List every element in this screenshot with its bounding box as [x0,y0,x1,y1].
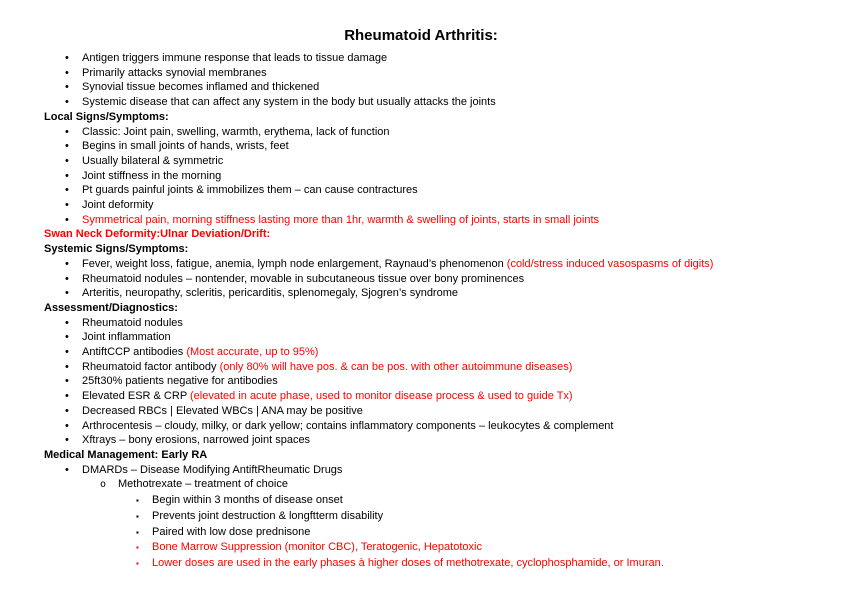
list-item [0,139,842,154]
line-text [82,389,573,404]
section-heading [0,301,842,316]
line-text [82,51,387,66]
list-item [0,374,842,389]
line-text [118,477,288,492]
section-heading [0,110,842,125]
text-segment: Systemic disease that can affect any system in the body but usually attacks the joints [82,96,496,109]
line-text [152,556,664,571]
bullet-dot-icon: • [65,154,69,167]
text-segment: Antigen triggers immune response that leads to tissue damage [82,52,388,64]
line-text [82,125,390,140]
bullet-dot-icon: • [65,125,69,138]
text-segment: Joint stiffness in the morning [82,169,222,182]
bullet-square-icon: ▪ [136,558,139,568]
text-segment: Classic: Joint pain, swelling, warmth, erythema, lack of function [82,125,390,138]
line-text [82,213,599,228]
list-item [0,345,842,360]
list-item [0,330,842,345]
line-text [82,95,496,110]
bullet-dot-icon: • [65,140,69,153]
list-item [0,433,842,448]
bullet-square-icon: ▪ [136,543,139,553]
section-heading [0,227,842,242]
text-segment: Local Signs/Symptoms: [44,110,169,123]
list-item [0,169,842,184]
list-item [0,316,842,331]
list-item [0,286,842,301]
line-text [44,227,270,242]
text-segment: Prevents joint destruction & longftterm disability [152,509,384,522]
bullet-dot-icon: • [65,66,69,79]
text-segment: Usually bilateral & symmetric [82,154,224,167]
list-item [0,509,842,525]
line-text [44,242,188,257]
text-segment: Assessment/Diagnostics: [44,301,178,314]
text-segment: Elevated ESR & CRP [82,390,191,403]
text-segment: Pt guards painful joints & immobilizes them – can cause contractures [82,184,418,197]
bullet-dot-icon: • [65,257,69,270]
list-item [0,525,842,541]
text-segment: Xftrays – bony erosions, narrowed joint spaces [82,434,311,447]
text-segment: Medical Management: Early RA [44,448,208,461]
line-text [82,169,221,184]
line-text [82,66,267,81]
bullet-dot-icon: • [65,272,69,285]
list-item [0,419,842,434]
text-segment-red: (only 80% will have pos. & can be pos. with other autoimmune diseases) [219,360,573,373]
text-segment: Methotrexate – treatment of choice [118,478,288,491]
line-text [82,183,418,198]
list-item [0,360,842,375]
line-text [82,419,613,434]
text-segment: Joint deformity [82,199,154,212]
text-segment: Systemic Signs/Symptoms: [44,243,189,256]
line-text [82,330,171,345]
bullet-dot-icon: • [65,287,69,300]
text-segment: Decreased RBCs | Elevated WBCs | ANA may be positive [82,404,363,417]
list-item [0,80,842,95]
bullet-dot-icon: • [65,199,69,212]
bullet-dot-icon: • [65,331,69,344]
text-segment: Rheumatoid nodules – nontender, movable in subcutaneous tissue over bony prominences [82,272,525,285]
line-text [82,198,154,213]
bullet-square-icon: ▪ [136,511,139,521]
text-segment-red: Lower doses are used in the early phases à higher doses of methotrexate, cyclophosphamide, or Imuran. [152,556,664,569]
list-item [0,272,842,287]
list-item [0,213,842,228]
text-segment-red: Bone Marrow Suppression (monitor CBC), Teratogenic, Hepatotoxic [152,541,482,554]
bullet-dot-icon: • [65,316,69,329]
list-item [0,493,842,509]
bullet-circle-icon: o [100,479,107,491]
text-segment: DMARDs – Disease Modifying AntiftRheumatic Drugs [82,463,343,476]
text-segment: Begins in small joints of hands, wrists, feet [82,140,289,153]
section-heading [0,242,842,257]
text-segment-red: (elevated in acute phase, used to monitor disease process & used to guide Tx) [190,390,573,403]
list-item [0,125,842,140]
text-segment-red: Symmetrical pain, morning stiffness lasting more than 1hr, warmth & swelling of joints, starts in small joints [82,213,599,226]
line-text [152,493,343,508]
line-text [82,374,278,389]
bullet-dot-icon: • [65,52,69,64]
list-item [0,540,842,556]
list-item [0,389,842,404]
list-item [0,51,842,66]
bullet-square-icon: ▪ [136,527,139,537]
text-segment: Joint inflammation [82,331,171,344]
text-segment: AntiftCCP antibodies [82,346,187,359]
list-item [0,95,842,110]
bullet-dot-icon: • [65,404,69,417]
line-text [44,448,207,463]
section-heading [0,448,842,463]
text-segment: Rheumatoid nodules [82,316,183,329]
text-segment-red: (Most accurate, up to 95%) [186,346,319,359]
line-text [82,345,318,360]
list-item [0,556,842,572]
bullet-dot-icon: • [65,360,69,373]
bullet-dot-icon: • [65,390,69,403]
line-text [82,286,458,301]
text-segment: Rheumatoid factor antibody [82,360,220,373]
document-title: Rheumatoid Arthritis: [344,27,498,44]
line-text [82,433,310,448]
list-item [0,257,842,272]
bullet-dot-icon: • [65,169,69,182]
line-text [82,316,183,331]
line-text [152,525,310,540]
line-text [82,360,572,375]
list-item [0,463,842,478]
bullet-dot-icon: • [65,184,69,197]
bullet-dot-icon: • [65,346,69,359]
list-item [0,404,842,419]
line-text [44,301,178,316]
line-text [152,509,383,524]
text-segment: Arthrocentesis – cloudy, milky, or dark yellow; contains inflammatory components – leukocytes & complement [82,419,614,432]
bullet-dot-icon: • [65,463,69,476]
text-segment: 25ft30% patients negative for antibodies [82,375,278,388]
text-segment: Primarily attacks synovial membranes [82,66,267,79]
text-segment: Begin within 3 months of disease onset [152,494,343,507]
list-item [0,477,842,493]
bullet-dot-icon: • [65,375,69,388]
list-item [0,183,842,198]
line-text [152,540,482,555]
line-text [82,463,342,478]
text-segment: Fever, weight loss, fatigue, anemia, lymph node enlargement, Raynaud’s phenomenon [82,257,507,270]
list-item [0,198,842,213]
line-text [82,80,319,95]
bullet-dot-icon: • [65,434,69,447]
bullet-square-icon: ▪ [136,496,139,506]
bullet-dot-icon: • [65,81,69,94]
text-segment-red: Swan Neck Deformity:Ulnar Deviation/Drift: [44,228,271,241]
text-segment: Arteritis, neuropathy, scleritis, pericarditis, splenomegaly, Sjogren’s syndrome [82,287,458,300]
bullet-dot-icon: • [65,213,69,226]
line-text [82,154,223,169]
line-text [82,272,524,287]
text-segment: Paired with low dose prednisone [152,525,311,538]
document-content [0,51,842,572]
text-segment: Synovial tissue becomes inflamed and thickened [82,81,320,94]
line-text [82,257,713,272]
text-segment-red: (cold/stress induced vasospasms of digits) [506,257,714,270]
line-text [82,404,363,419]
bullet-dot-icon: • [65,419,69,432]
list-item [0,66,842,81]
line-text [82,139,289,154]
list-item [0,154,842,169]
bullet-dot-icon: • [65,96,69,109]
line-text [44,110,169,125]
